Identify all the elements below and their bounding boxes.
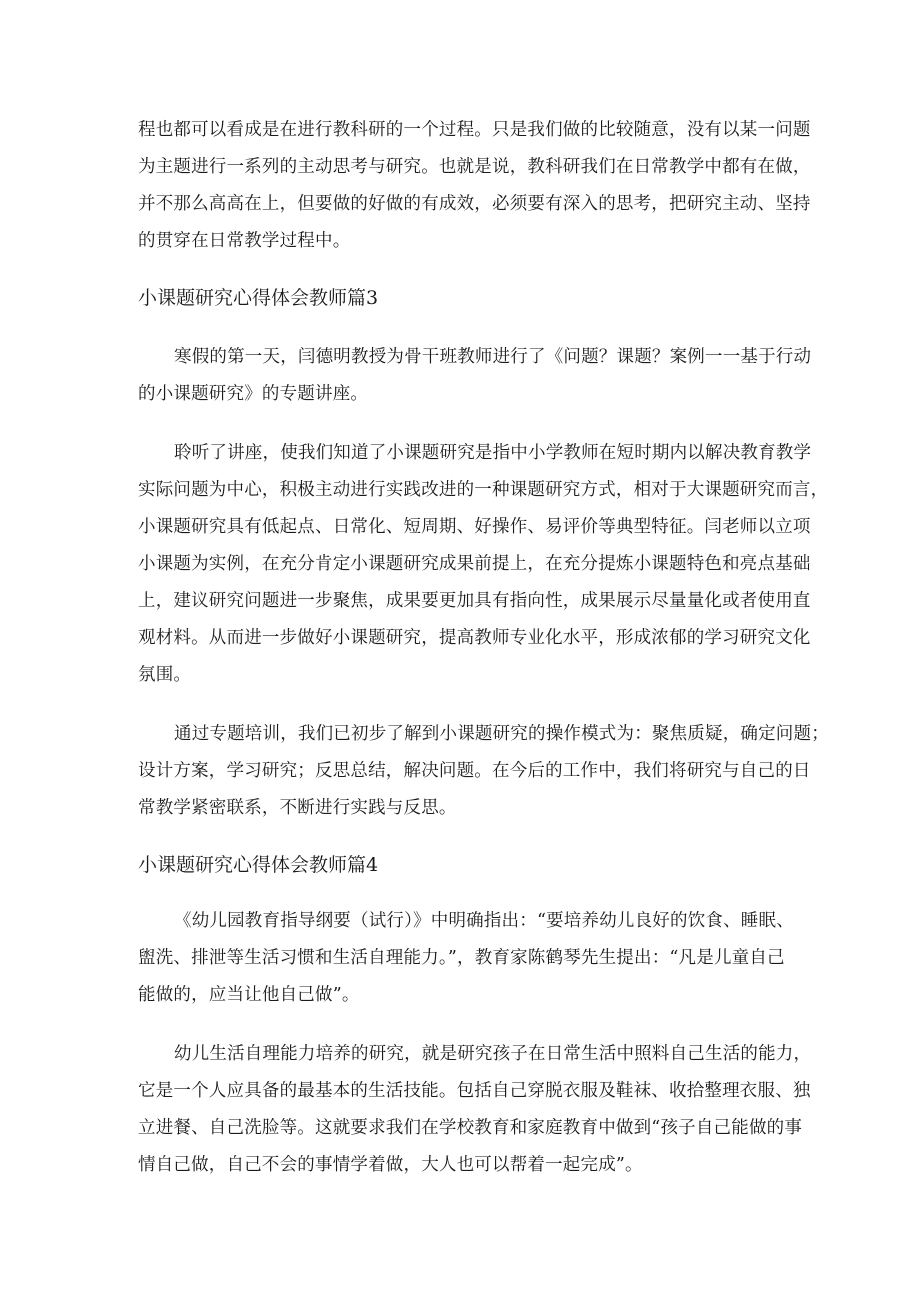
text-line: 能做的，应当让他自己做”。: [138, 985, 360, 1005]
text-line: 的小课题研究》的专题讲座。: [138, 384, 369, 404]
text-line: 氛围。: [138, 665, 192, 685]
text-line: 为主题进行一系列的主动思考与研究。也就是说，教科研我们在日常教学中都有在做，: [138, 157, 811, 177]
section-heading-3: 小课题研究心得体会教师篇3: [138, 287, 379, 309]
text-line: 并不那么高高在上，但要做的好做的有成效，必须要有深入的思考，把研究主动、坚持: [138, 194, 811, 214]
text-line: 盥洗、排泄等生活习惯和生活自理能力。”，教育家陈鹤琴先生提出：“凡是儿童自己: [138, 948, 785, 968]
text-line: 它是一个人应具备的最基本的生活技能。包括自己穿脱衣服及鞋袜、收拾整理衣服、独: [138, 1081, 811, 1101]
paragraph-3-3: [138, 716, 829, 827]
text-line: 上，建议研究问题进一步聚焦，成果要更加具有指向性，成果展示尽量量化或者使用直: [138, 591, 811, 611]
text-line: 观材料。从而进一步做好小课题研究，提高教师专业化水平，形成浓郁的学习研究文化: [138, 628, 811, 648]
text-line: 小课题为实例，在充分肯定小课题研究成果前提上，在充分提炼小课题特色和亮点基础: [138, 554, 811, 574]
text-line: 程也都可以看成是在进行教科研的一个过程。只是我们做的比较随意，没有以某一问题: [138, 120, 811, 140]
text-line: 情自己做，自己不会的事情学着做，大人也可以帮着一起完成”。: [138, 1155, 643, 1175]
text-line: 寒假的第一天，闫德明教授为骨干班教师进行了《问题？课题？案例一一基于行动: [174, 347, 812, 367]
text-line: 通过专题培训，我们已初步了解到小课题研究的操作模式为：聚焦质疑，确定问题；: [174, 724, 829, 744]
paragraph-4-1: [138, 903, 798, 1014]
paragraph-4-2: [138, 1036, 812, 1184]
paragraph-intro: [138, 112, 811, 260]
text-line: 设计方案，学习研究；反思总结，解决问题。在今后的工作中，我们将研究与自己的日: [138, 761, 811, 781]
text-line: 《幼儿园教育指导纲要（试行）》中明确指出：“要培养幼儿良好的饮食、睡眠、: [174, 911, 794, 931]
text-line: 聆听了讲座，使我们知道了小课题研究是指中小学教师在短时期内以解决教育教学: [174, 443, 812, 463]
paragraph-3-1: [138, 339, 812, 413]
text-line: 的贯穿在日常教学过程中。: [138, 231, 351, 251]
document-page: [138, 112, 829, 1184]
text-line: 实际问题为中心，积极主动进行实践改进的一种课题研究方式，相对于大课题研究而言，: [138, 480, 829, 500]
text-line: 立进餐、自己洗脸等。这就要求我们在学校教育和家庭教育中做到“孩子自己能做的事: [138, 1118, 803, 1138]
text-line: 小课题研究具有低起点、日常化、短周期、好操作、易评价等典型特征。闫老师以立项: [138, 517, 811, 537]
section-heading-4: 小课题研究心得体会教师篇4: [138, 854, 379, 876]
text-line: 幼儿生活自理能力培养的研究，就是研究孩子在日常生活中照料自己生活的能力，: [174, 1044, 812, 1064]
paragraph-3-2: [138, 435, 829, 694]
text-line: 常教学紧密联系，不断进行实践与反思。: [138, 798, 457, 818]
